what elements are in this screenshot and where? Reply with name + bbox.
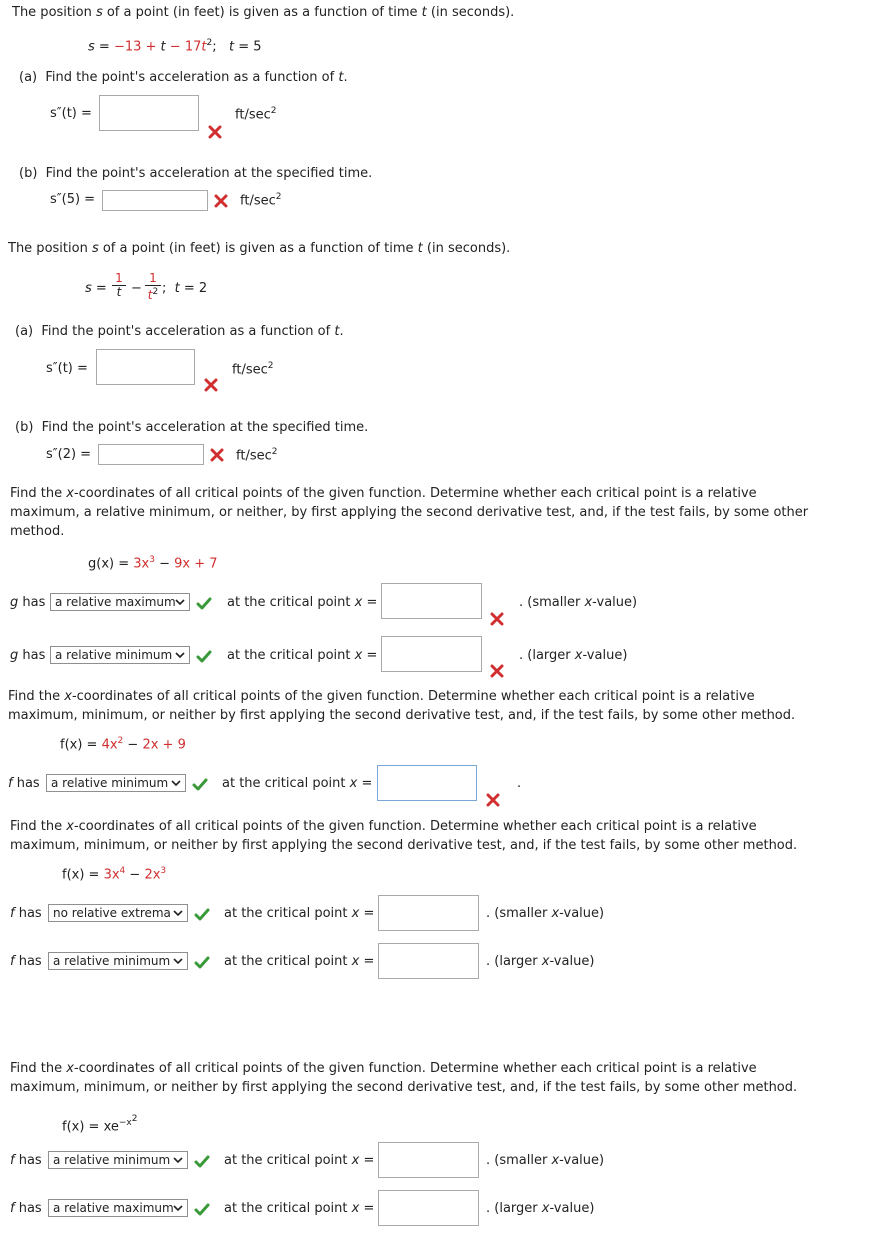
p3-row1-has: has xyxy=(18,595,46,610)
p5-row2-at-text: at the critical point xyxy=(224,954,352,969)
p2-a-var: t xyxy=(334,324,340,339)
p5-row2-selected: a relative minimum xyxy=(53,954,171,968)
p2-eq-s: s xyxy=(85,281,92,296)
p3-row2-xvar: x xyxy=(354,648,363,663)
p1-a-label: (a) xyxy=(19,70,38,85)
p4-row1-has: has xyxy=(12,776,40,791)
p6-row2-at-text: at the critical point xyxy=(224,1201,352,1216)
p6-row1-who: f xyxy=(10,1153,15,1168)
p1-a-unit-text: ft/sec xyxy=(235,107,271,123)
p2-part-a xyxy=(15,324,344,339)
p5-row1-who: f xyxy=(10,906,15,921)
incorrect-x-icon xyxy=(490,664,504,678)
p1-a-answer-input[interactable] xyxy=(99,95,199,131)
p2-frac1-num: 1 xyxy=(115,271,123,285)
p5-row1-x-input[interactable] xyxy=(378,895,479,931)
p5-fn-a-exp: 4 xyxy=(119,866,126,876)
p2-var-s: s xyxy=(91,241,99,256)
incorrect-x-icon xyxy=(204,378,218,392)
p5-fn-c-exp: 3 xyxy=(160,866,167,876)
p5-row1-note-a: . (smaller xyxy=(486,906,552,921)
p6-row2-xvar: x xyxy=(351,1201,360,1216)
p5-fn-c: 2x xyxy=(144,867,161,883)
incorrect-x-icon xyxy=(490,612,504,626)
p3-row1-subject xyxy=(10,595,45,610)
p1-var-t: t xyxy=(421,5,427,20)
correct-check-icon xyxy=(196,650,212,664)
chevron-down-icon xyxy=(173,956,183,966)
p6-row1-eq: = xyxy=(359,1153,375,1168)
p2-var-t: t xyxy=(417,241,423,256)
p4-row1-selected: a relative minimum xyxy=(51,776,169,790)
p2-b-text: Find the point's acceleration at the specified time. xyxy=(41,420,369,435)
p5-row2-has: has xyxy=(14,954,42,969)
chevron-down-icon xyxy=(175,597,185,607)
p3-row1-note-a: . (smaller xyxy=(519,595,585,610)
p2-frac1-den: t xyxy=(116,285,122,299)
p1-b-label: (b) xyxy=(19,166,38,181)
p2-frac2-num: 1 xyxy=(149,271,157,285)
p3-row1-note-x: x xyxy=(584,595,593,610)
p4-intro-b: -coordinates of all critical points of the given function. Determine whether each critical point is a relative maximum, minimum, or neither by first applying the second derivative test, and, if the test fails, by some other method. xyxy=(8,689,796,723)
p1-equation xyxy=(88,38,262,54)
p3-fn-a: 3x xyxy=(133,556,150,572)
p1-a-lhs: s″(t) = xyxy=(50,106,92,121)
p4-row1-xvar: x xyxy=(349,776,358,791)
p6-row1-at-text: at the critical point xyxy=(224,1153,352,1168)
p4-row1-at-text: at the critical point xyxy=(222,776,350,791)
p5-row1-at-text: at the critical point xyxy=(224,906,352,921)
p3-row1-eq: = xyxy=(362,595,378,610)
p5-row1-extremum-select[interactable] xyxy=(48,904,188,922)
correct-check-icon xyxy=(194,1203,210,1217)
chevron-down-icon xyxy=(173,1203,183,1213)
p6-fn-exp-exp: 2 xyxy=(131,1114,138,1124)
p5-row1-xvar: x xyxy=(351,906,360,921)
p6-intro-a: Find the xyxy=(10,1061,67,1076)
p6-row2-has: has xyxy=(14,1201,42,1216)
p4-row1-subject xyxy=(8,776,40,791)
p2-a-end: . xyxy=(339,324,344,339)
p3-row1-xvar: x xyxy=(354,595,363,610)
p6-row2-note-a: . (larger xyxy=(486,1201,542,1216)
p5-intro-b: -coordinates of all critical points of the given function. Determine whether each critical point is a relative maximum, minimum, or neither by first applying the second derivative test, and, if the test fails, by some other method. xyxy=(10,819,798,853)
p1-b-answer-input[interactable] xyxy=(102,190,208,211)
p6-row1-note xyxy=(486,1153,604,1168)
p3-row2-extremum-select[interactable] xyxy=(50,646,190,664)
p3-intro-a: Find the xyxy=(10,486,67,501)
p5-row2-note-x: x xyxy=(541,954,550,969)
p2-eq-minus: − xyxy=(131,281,142,296)
incorrect-x-icon xyxy=(214,194,228,208)
p3-row2-has: has xyxy=(18,648,46,663)
p1-intro xyxy=(12,5,514,20)
p2-b-unit-exp: 2 xyxy=(271,447,278,457)
p4-row1-eq: = xyxy=(357,776,373,791)
p5-fn-a: 3x xyxy=(103,867,120,883)
p2-frac2-den-exp: 2 xyxy=(152,287,159,297)
p5-row2-who: f xyxy=(10,954,15,969)
p6-intro-x: x xyxy=(66,1061,74,1076)
p3-intro-x: x xyxy=(66,486,74,501)
p5-row2-eq: = xyxy=(359,954,375,969)
p6-row2-who: f xyxy=(10,1201,15,1216)
p1-eq-b: t xyxy=(160,39,166,55)
p1-eq-tval: = 5 xyxy=(234,39,262,55)
p3-row1-x-input[interactable] xyxy=(381,583,482,619)
p5-row2-x-input[interactable] xyxy=(378,943,479,979)
p5-row2-extremum-select[interactable] xyxy=(48,952,188,970)
p3-row1-note-b: -value) xyxy=(592,595,638,610)
p6-row1-xvar: x xyxy=(351,1153,360,1168)
p3-fn-c: 9x + 7 xyxy=(174,556,218,572)
p3-row1-selected: a relative maximum xyxy=(55,595,176,609)
p2-intro-mid: of a point (in feet) is given as a function of time xyxy=(98,241,418,256)
p2-intro xyxy=(8,241,510,256)
p2-b-label: (b) xyxy=(15,420,34,435)
p1-eq-eq: = xyxy=(94,39,114,55)
p5-row2-note xyxy=(486,954,594,969)
p1-b-unit xyxy=(240,192,281,208)
chevron-down-icon xyxy=(171,778,181,788)
p1-a-var: t xyxy=(338,70,344,85)
p6-row2-x-input[interactable] xyxy=(378,1190,479,1226)
p1-b-unit-text: ft/sec xyxy=(240,193,276,209)
p5-row1-note-x: x xyxy=(551,906,560,921)
p3-row1-extremum-select[interactable] xyxy=(50,593,190,611)
p2-frac1 xyxy=(112,272,126,299)
p3-intro xyxy=(10,484,830,541)
p3-row1-who: g xyxy=(10,595,19,610)
p6-row1-has: has xyxy=(14,1153,42,1168)
correct-check-icon xyxy=(194,908,210,922)
p6-row2-subject xyxy=(10,1201,42,1216)
p6-row1-extremum-select[interactable] xyxy=(48,1151,188,1169)
p2-a-answer-input[interactable] xyxy=(96,349,195,385)
p2-part-b xyxy=(15,420,368,435)
p1-eq-a: −13 + xyxy=(113,39,161,55)
p1-b-unit-exp: 2 xyxy=(275,192,282,202)
p6-row1-subject xyxy=(10,1153,42,1168)
p4-fn-a-exp: 2 xyxy=(117,736,124,746)
p6-row1-note-a: . (smaller xyxy=(486,1153,552,1168)
p3-row2-note-x: x xyxy=(574,648,583,663)
p3-row2-eq: = xyxy=(362,648,378,663)
p2-frac2 xyxy=(145,272,161,302)
incorrect-x-icon xyxy=(486,793,500,807)
p2-intro-end: (in seconds). xyxy=(422,241,511,256)
p5-row1-note xyxy=(486,906,604,921)
incorrect-x-icon xyxy=(208,125,222,139)
p1-b-text: Find the point's acceleration at the specified time. xyxy=(45,166,373,181)
p4-row1-who: f xyxy=(8,776,13,791)
p2-b-lhs: s″(2) = xyxy=(46,447,92,462)
p3-row1-at xyxy=(227,595,377,610)
p6-row2-selected: a relative maximum xyxy=(53,1201,174,1215)
p4-row1-extremum-select[interactable] xyxy=(46,774,186,792)
p3-row2-subject xyxy=(10,648,45,663)
p3-row2-note xyxy=(519,648,627,663)
p6-fn-lhs: f(x) = xe xyxy=(62,1119,119,1135)
p3-row2-who: g xyxy=(10,648,19,663)
p6-row1-note-b: -value) xyxy=(559,1153,605,1168)
p6-intro xyxy=(10,1059,820,1097)
p4-fn-b: − xyxy=(123,737,143,753)
p3-fn-lhs: g(x) = xyxy=(88,556,134,572)
correct-check-icon xyxy=(196,597,212,611)
p1-a-unit-exp: 2 xyxy=(270,106,277,116)
p2-a-label: (a) xyxy=(15,324,34,339)
p6-row2-extremum-select[interactable] xyxy=(48,1199,188,1217)
p6-row1-selected: a relative minimum xyxy=(53,1153,171,1167)
p3-intro-b: -coordinates of all critical points of the given function. Determine whether each critical point is a relative maximum, a relative minimum, or neither, by first applying the second derivative test, and, if the test fails, by some other method. xyxy=(10,486,809,539)
p1-a-end: . xyxy=(343,70,348,85)
chevron-down-icon xyxy=(173,1155,183,1165)
p6-row2-note-x: x xyxy=(541,1201,550,1216)
p5-intro-x: x xyxy=(66,819,74,834)
p5-row2-note-b: -value) xyxy=(549,954,595,969)
p2-b-unit-text: ft/sec xyxy=(236,448,272,464)
p1-eq-s: s xyxy=(88,39,95,55)
p1-eq-semi: ; xyxy=(212,39,217,55)
p2-b-answer-input[interactable] xyxy=(98,444,204,465)
p6-row1-at xyxy=(224,1153,374,1168)
p5-row1-subject xyxy=(10,906,42,921)
p2-a-unit-exp: 2 xyxy=(267,361,274,371)
p2-eq-lhs xyxy=(85,281,107,296)
p2-a-lhs: s″(t) = xyxy=(46,361,88,376)
p3-fn-a-exp: 3 xyxy=(149,555,155,565)
p5-row2-at xyxy=(224,954,374,969)
p2-eq-t: t xyxy=(174,281,180,296)
p3-row2-note-a: . (larger xyxy=(519,648,575,663)
p4-fn-c: 2x + 9 xyxy=(142,737,186,753)
p2-eq-tail xyxy=(162,281,207,296)
p3-row2-at-text: at the critical point xyxy=(227,648,355,663)
p3-function xyxy=(88,555,218,571)
p2-eq-semi: ; xyxy=(162,281,167,296)
p3-fn-b: − xyxy=(154,556,175,572)
p1-b-lhs: s″(5) = xyxy=(50,192,96,207)
p1-intro-end: (in seconds). xyxy=(426,5,515,20)
chevron-down-icon xyxy=(173,908,183,918)
p4-intro xyxy=(8,687,818,725)
p4-row1-at xyxy=(222,776,372,791)
correct-check-icon xyxy=(194,1155,210,1169)
p1-part-b xyxy=(19,166,372,181)
p6-row1-note-x: x xyxy=(551,1153,560,1168)
p5-row2-subject xyxy=(10,954,42,969)
p6-row2-note xyxy=(486,1201,594,1216)
p5-row1-selected: no relative extrema xyxy=(53,906,171,920)
p1-a-unit xyxy=(235,106,276,122)
p5-row1-note-b: -value) xyxy=(559,906,605,921)
p1-part-a xyxy=(19,70,348,85)
p4-function xyxy=(60,736,186,752)
correct-check-icon xyxy=(192,778,208,792)
p3-row1-at-text: at the critical point xyxy=(227,595,355,610)
p1-intro-text: The position xyxy=(12,5,96,20)
p6-row2-eq: = xyxy=(359,1201,375,1216)
p2-eq-eq: = xyxy=(91,281,107,296)
p5-function xyxy=(62,866,166,882)
p2-eq-tval: = 2 xyxy=(179,281,208,296)
p3-row1-note xyxy=(519,595,637,610)
p5-row1-has: has xyxy=(14,906,42,921)
p2-b-unit xyxy=(236,447,277,463)
p4-intro-a: Find the xyxy=(8,689,65,704)
p5-fn-lhs: f(x) = xyxy=(62,867,104,883)
p4-fn-lhs: f(x) = xyxy=(60,737,102,753)
p3-row2-selected: a relative minimum xyxy=(55,648,173,662)
p4-fn-a: 4x xyxy=(101,737,118,753)
p1-eq-exp: 2 xyxy=(206,38,213,48)
p1-intro-mid: of a point (in feet) is given as a function of time xyxy=(102,5,422,20)
p5-intro xyxy=(10,817,820,855)
p1-eq-t: t xyxy=(229,39,235,55)
incorrect-x-icon xyxy=(210,448,224,462)
p1-eq-c: − 17 xyxy=(165,39,202,55)
p6-function xyxy=(62,1114,137,1134)
p5-intro-a: Find the xyxy=(10,819,67,834)
p2-frac2-den: t xyxy=(147,288,153,302)
p3-row2-at xyxy=(227,648,377,663)
p5-row1-eq: = xyxy=(359,906,375,921)
p2-a-text: Find the point's acceleration as a function of xyxy=(41,324,335,339)
p2-a-unit xyxy=(232,361,273,377)
p6-intro-b: -coordinates of all critical points of the given function. Determine whether each critical point is a relative maximum, minimum, or neither by first applying the second derivative test, and, if the test fails, by some other method. xyxy=(10,1061,798,1095)
p1-a-text: Find the point's acceleration as a function of xyxy=(45,70,339,85)
p4-row1-note: . xyxy=(517,776,522,791)
p4-intro-x: x xyxy=(64,689,72,704)
p6-row1-x-input[interactable] xyxy=(378,1142,479,1178)
p5-row1-at xyxy=(224,906,374,921)
p3-row2-x-input[interactable] xyxy=(381,636,482,672)
p5-fn-b: − xyxy=(125,867,145,883)
p6-row2-note-b: -value) xyxy=(549,1201,595,1216)
p2-intro-text: The position xyxy=(8,241,92,256)
p2-a-unit-text: ft/sec xyxy=(232,362,268,378)
p5-row2-xvar: x xyxy=(351,954,360,969)
p6-fn-exp: −x xyxy=(118,1118,132,1128)
p1-var-s: s xyxy=(95,5,103,20)
correct-check-icon xyxy=(194,956,210,970)
p5-row2-note-a: . (larger xyxy=(486,954,542,969)
p6-row2-at xyxy=(224,1201,374,1216)
p1-eq-d: t xyxy=(201,39,207,55)
p3-row2-note-b: -value) xyxy=(582,648,628,663)
chevron-down-icon xyxy=(175,650,185,660)
p4-row1-x-input[interactable] xyxy=(377,765,477,801)
